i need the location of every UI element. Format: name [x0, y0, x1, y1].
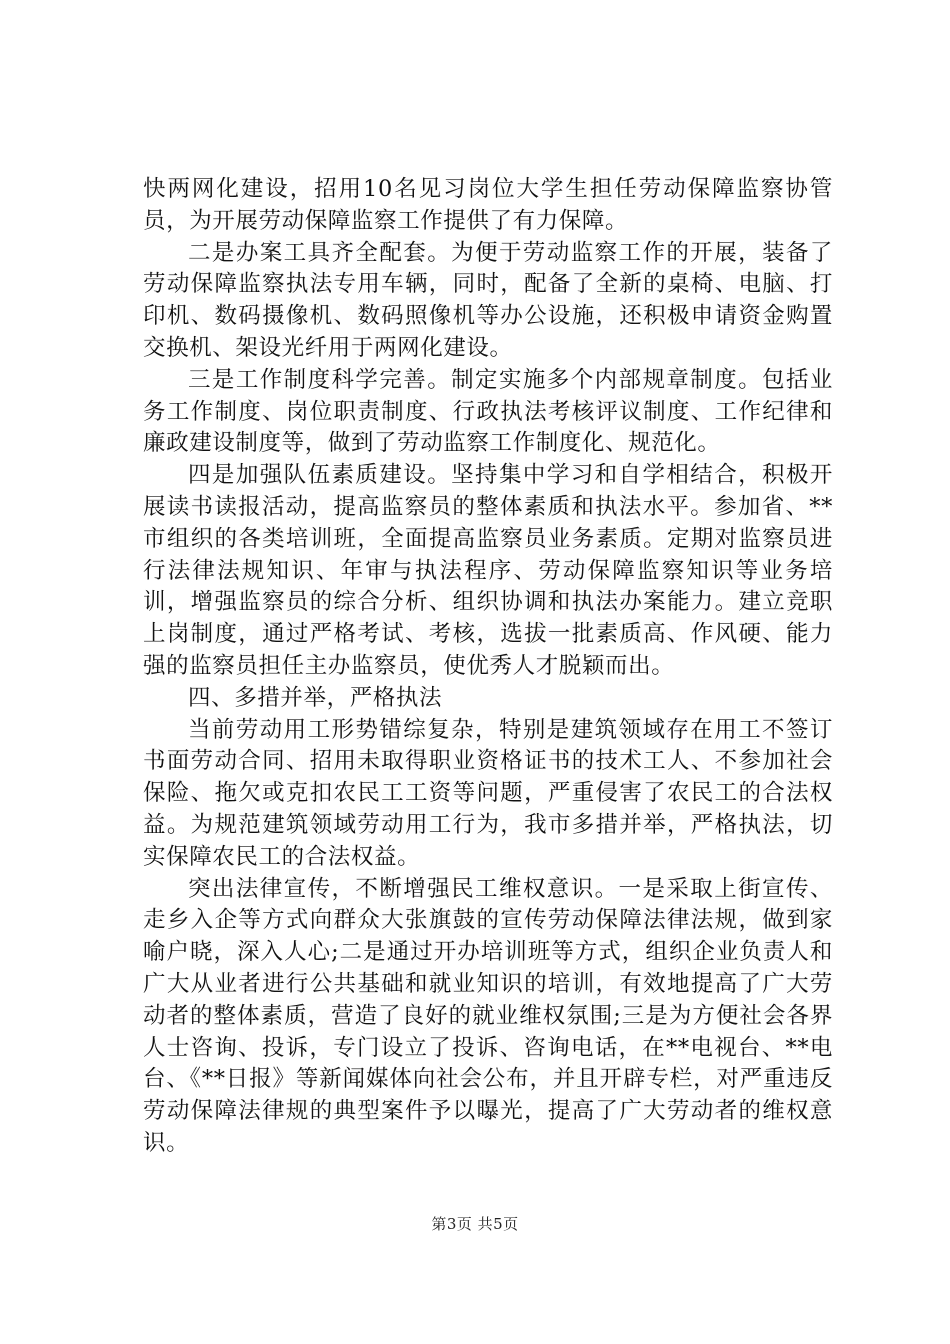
paragraph-labor-situation: 当前劳动用工形势错综复杂，特别是建筑领域存在用工不签订书面劳动合同、招用未取得职业资格证书的技术工人、不参加社会保险、拖欠或克扣农民工工资等问题，严重侵害了农民工的合法权益。为规范建筑领域劳动用工行为，我市多措并举，严格执法，切实保障农民工的合法权益。	[143, 716, 833, 870]
paragraph-team-quality: 四是加强队伍素质建设。坚持集中学习和自学相结合，积极开展读书读报活动，提高监察员的整体素质和执法水平。参加省、**市组织的各类培训班，全面提高监察员业务素质。定期对监察员进行法律法规知识、年审与执法程序、劳动保障监察知识等业务培训，增强监察员的综合分析、组织协调和执法办案能力。建立竞职上岗制度，通过严格考试、考核，选拔一批素质高、作风硬、能力强的监察员担任主办监察员，使优秀人才脱颖而出。	[143, 462, 833, 679]
document-body	[143, 174, 833, 1160]
page-number-footer: 第3页 共5页	[431, 1215, 519, 1233]
paragraph-continuation: 快两网化建设，招用10名见习岗位大学生担任劳动保障监察协管员，为开展劳动保障监察工作提供了有力保障。	[143, 176, 833, 234]
paragraph-work-system: 三是工作制度科学完善。制定实施多个内部规章制度。包括业务工作制度、岗位职责制度、行政执法考核评议制度、工作纪律和廉政建设制度等，做到了劳动监察工作制度化、规范化。	[143, 366, 833, 457]
paragraph-case-tools: 二是办案工具齐全配套。为便于劳动监察工作的开展，装备了劳动保障监察执法专用车辆，同时，配备了全新的桌椅、电脑、打印机、数码摄像机、数码照像机等办公设施，还积极申请资金购置交换机、架设光纤用于两网化建设。	[143, 239, 833, 361]
paragraph-legal-publicity: 突出法律宣传，不断增强民工维权意识。一是采取上街宣传、走乡入企等方式向群众大张旗鼓的宣传劳动保障法律法规，做到家喻户晓，深入人心;二是通过开办培训班等方式，组织企业负责人和广大从业者进行公共基础和就业知识的培训，有效地提高了广大劳动者的整体素质，营造了良好的就业维权氛围;三是为方便社会各界人士咨询、投诉，专门设立了投诉、咨询电话，在**电视台、**电台、《**日报》等新闻媒体向社会公布，并且开辟专栏，对严重违反劳动保障法律规的典型案件予以曝光，提高了广大劳动者的维权意识。	[143, 875, 833, 1156]
section-heading-enforcement: 四、多措并举，严格执法	[188, 684, 443, 711]
